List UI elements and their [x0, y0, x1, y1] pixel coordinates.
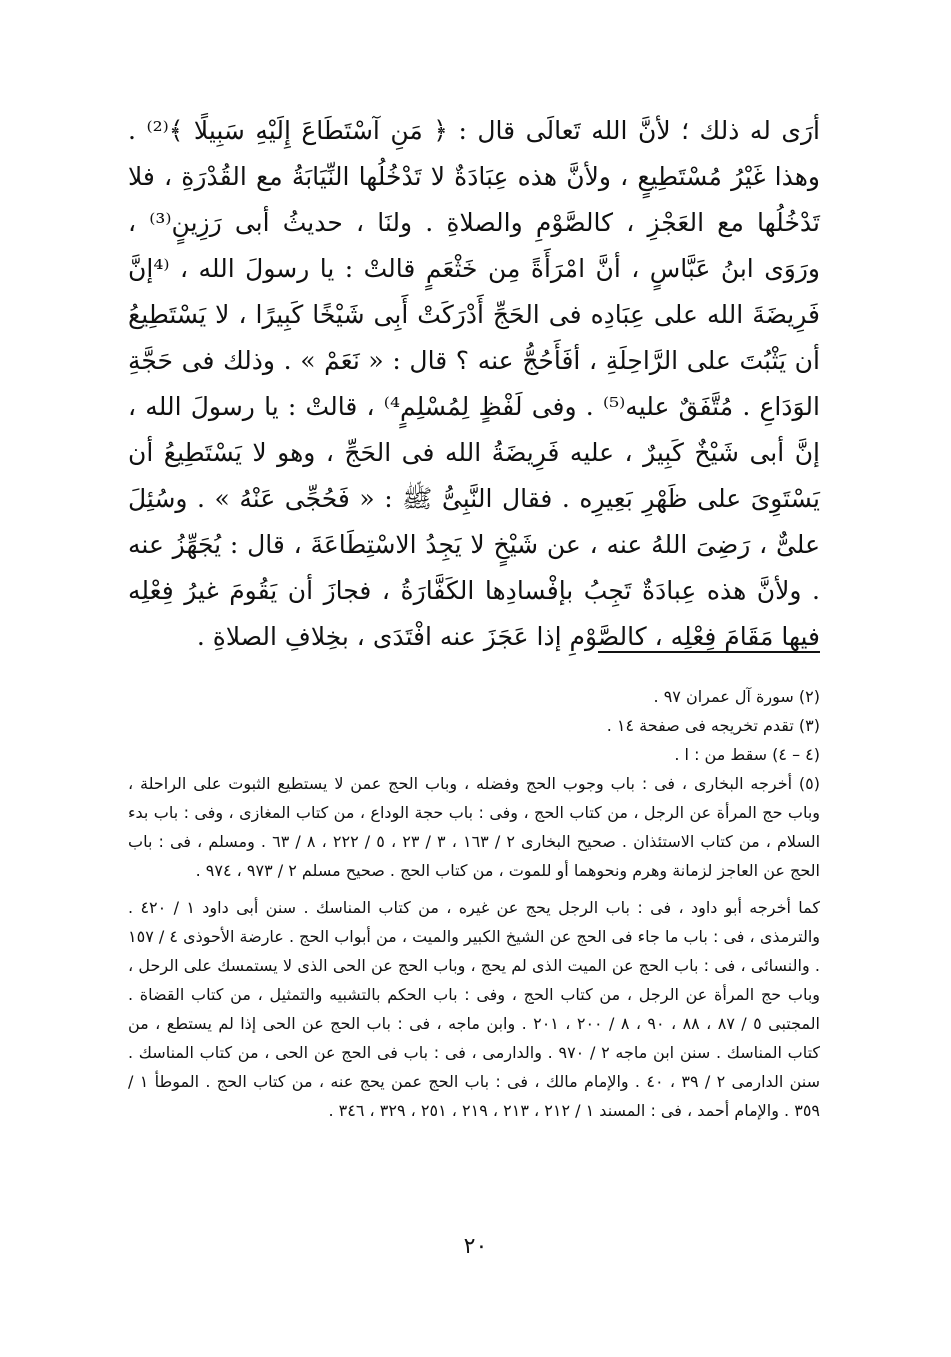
footnote-5: (٥) أخرجه البخارى ، فى : باب وجوب الحج وفضله ، وباب الحج عمن لا يستطيع الثبوت على الراحلة ، وباب حج المرأة عن الرجل ، من كتاب الحج ، وفى : باب حجة الوداع ، من كتاب المغازى ، وفى : باب بدء السلام ، من كتاب الاستئذان . صحيح البخارى ٢ / ١٦٣ ، ٣ / ٢٣ ، ٥ / ٢٢٢ ، ٨ / ٦٣ . ومسلم ، فى : باب الحج عن العاجز لزمانة وهرم ونحوهما أو للموت ، من كتاب الحج . صحيح مسلم ٢ / ٩٧٣ ، ٩٧٤ . — [128, 774, 821, 880]
footnote-3: (٣) تقدم تخريجه فى صفحة ١٤ . — [606, 716, 820, 735]
footnote-2: (٢) سورة آل عمران ٩٧ . — [653, 687, 820, 706]
main-text-block — [128, 108, 820, 660]
footnotes-block — [128, 682, 820, 1125]
footnote-5-continued: كما أخرجه أبو داود ، فى : باب الرجل يحج عن غيره ، من كتاب المناسك . سنن أبى داود ١ / ٤٢٠ . والترمذى ، فى : باب ما جاء فى الحج عن الشيخ الكبير والميت ، من أبواب الحج . عارضة الأحوذى ٤ / ١٥٧ . والنسائى ، فى : باب الحج عن الميت الذى لم يحج ، وباب الحج عن الحى الذى لا يستمسك على الرحل ، وباب حج المرأة عن الرجل ، من كتاب الحج ، وفى : باب الحكم بالتشبيه والتمثيل ، من كتاب القضاة . المجتبى ٥ / ٨٧ ، ٨٨ ، ٩٠ ، ٨ / ٢٠٠ ، ٢٠١ . وابن ماجه ، فى : باب الحج عن الحى إذا لم يستطع ، من كتاب المناسك . سنن ابن ماجه ٢ / ٩٧٠ . والدارمى ، فى : باب فى الحج عن الحى ، من كتاب المناسك . سنن الدارمى ٢ / ٣٩ ، ٤٠ . والإمام مالك ، فى : باب الحج عمن يحج عنه ، من كتاب الحج . الموطأ ١ / ٣٥٩ . والإمام أحمد ، فى : المسند ١ / ٢١٢ ، ٢١٣ ، ٢١٩ ، ٢٥١ ، ٣٢٩ ، ٣٤٦ . — [128, 898, 821, 1120]
footnote-separator — [598, 651, 820, 653]
main-paragraph: أرَى له ذلك ؛ لأنَّ الله تَعالَى قال : ﴿ مَنِ آسْتَطَاعَ إِلَيْهِ سَبِيلًا ﴾⁽²⁾ . وهذا غَيْرُ مُسْتَطِيعٍ ، ولأنَّ هذه عِبَادَةٌ لا تَدْخُلُها النِّيَابَةُ مع القُدْرَةِ ، فلا تَدْخُلُها مع العَجْزِ ، كالصَّوْمِ والصلاةِ . ولنَا ، حديثُ أبى رَزِينٍ⁽³⁾ ، ورَوَى ابنُ عَبَّاسٍ ، أنَّ امْرَأَةً مِن خَثْعَمٍ قالتْ : يا رسولَ الله ، ⁽⁴إنَّ فَرِيضَةَ الله على عِبَادِه فى الحَجِّ أَدْرَكَتْ أَبِى شَيْخًا كَبِيرًا ، لا يَسْتَطِيعُ أن يَثْبُتَ على الرَّاحِلَةِ ، أفَأَحُجُّ عنه ؟ قال : « نَعَمْ » . وذلك فى حَجَّةِ الوَدَاعِ . مُتَّفَقٌ عليه⁽⁵⁾ . وفى لَفْظٍ لِمُسْلِمٍ⁴⁾ ، قالتْ : يا رسولَ الله ، إنَّ أبى شَيْخٌ كَبِيرٌ ، عليه فَرِيضَةُ الله فى الحَجِّ ، وهو لا يَسْتَطِيعُ أن يَسْتَوِىَ على ظَهْرِ بَعِيرِه . فقال النَّبِىُّ ﷺ : « فَحُجِّى عَنْهُ » . وسُئِلَ علىٌّ ، رَضِىَ اللهُ عنه ، عن شَيْخٍ لا يَجِدُ الاسْتِطَاعَةَ ، قال : يُجَهِّزُ عنه . ولأنَّ هذه عِبادَةٌ تَجِبُ بإفْسادِها الكَفَّارَةُ ، فجازَ أن يَقُومَ غيرُ فِعْلِه فيها مَقَامَ فِعْلِه ، كالصَّوْمِ إذا عَجَزَ عنه افْتَدَى ، بخِلافِ الصلاةِ . — [128, 116, 820, 651]
page-number: ٢٠ — [463, 1234, 488, 1259]
footnote-4: (٤ – ٤) سقط من : ا . — [674, 745, 820, 764]
